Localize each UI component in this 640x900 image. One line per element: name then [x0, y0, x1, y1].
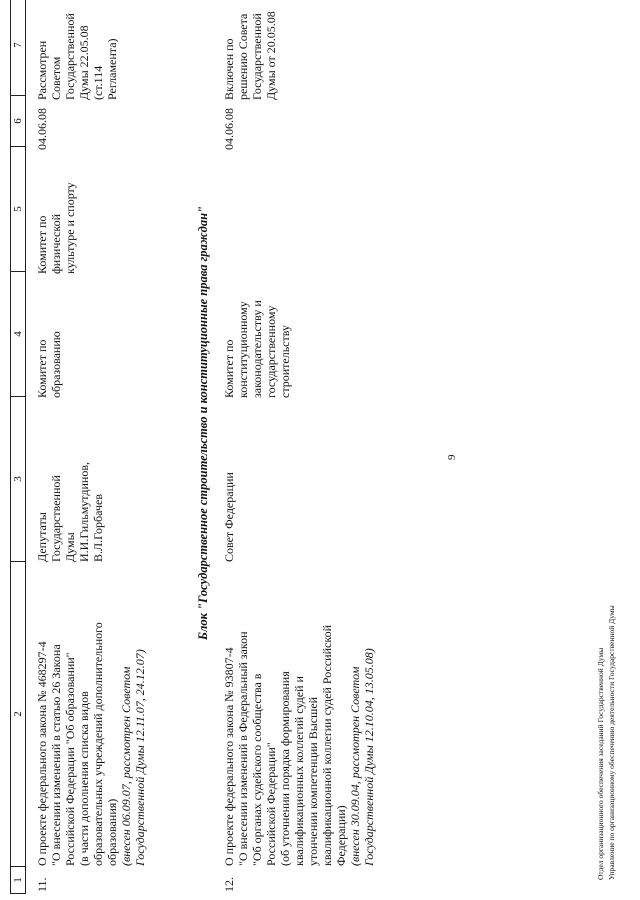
column-number-header: [10, 0, 26, 894]
block-heading: Блок "Государственное строительство и конституционные права граждан": [196, 206, 210, 640]
column-number-5: 5: [11, 147, 26, 272]
header-row: [11, 0, 26, 894]
bill-table-continued: [222, 2, 376, 894]
bill-title: О проекте федерального закона № 468297-4 "О внесении изменений в статью 26 Закона Российской Федерации "Об образовании" (в части дополнения списка видов образовательных учреждений дополнительного образования): [35, 622, 119, 866]
date-cell: 04.06.08: [35, 108, 49, 150]
bill-note: (внесен 06.09.07, рассмотрен Советом Государственной Думы 12.11.07, 24.12.07): [119, 649, 147, 866]
initiator-cell: Депутаты Государственной Думы И.И.Гильмутдинов, В.Л.Горбачев: [35, 462, 105, 562]
date-cell: 04.06.08: [222, 108, 236, 150]
column-number-2: 2: [11, 562, 26, 867]
table-row: [222, 2, 376, 894]
bill-description-cell: [35, 564, 147, 868]
bill-note: (внесен 30.09.04, рассмотрен Советом Государственной Думы 12.10.04, 13.05.08): [348, 648, 376, 866]
co-committee-cell: [222, 152, 376, 276]
column-number-1: 1: [11, 867, 26, 894]
initiator-cell: Совет Федерации: [222, 472, 236, 562]
footer-directorate: Управление по организационному обеспечению деятельности Государственной Думы: [607, 605, 616, 880]
committee-cell: Комитет по конституционному законодательству и государственному строительству: [222, 300, 292, 398]
row-number: 11.: [35, 877, 49, 892]
column-number-7: 7: [11, 0, 26, 96]
status-cell: Рассмотрен Советом Государственной Думы 22.05.08 (ст.114 Регламента): [35, 13, 119, 100]
row-number: 12.: [222, 877, 236, 892]
bill-description-cell: [222, 564, 376, 868]
column-number-6: 6: [11, 96, 26, 147]
status-cell: Включен по решению Совета Государственной Думы от 20.05.08: [222, 11, 278, 100]
bill-table: [35, 2, 147, 894]
bill-title: О проекте федерального закона № 93807-4 "О внесении изменений в Федеральный закон "Об органах судейского сообщества в Российской Федерации" (об уточнении порядка формирования квалификационных коллегий судей и утончении компетенции Высшей квалификационной коллегии судей Российской Федерации): [222, 625, 348, 866]
page-number: 9: [446, 454, 458, 460]
footer-department: Отдел организационного обеспечения заседаний Государственной Думы: [596, 647, 605, 880]
table-row: [35, 2, 147, 894]
committee-cell: Комитет по образованию: [35, 331, 63, 398]
co-committee-cell: Комитет по физической культуре и спорту: [35, 182, 77, 274]
column-number-3: 3: [11, 397, 26, 562]
column-number-4: 4: [11, 272, 26, 397]
